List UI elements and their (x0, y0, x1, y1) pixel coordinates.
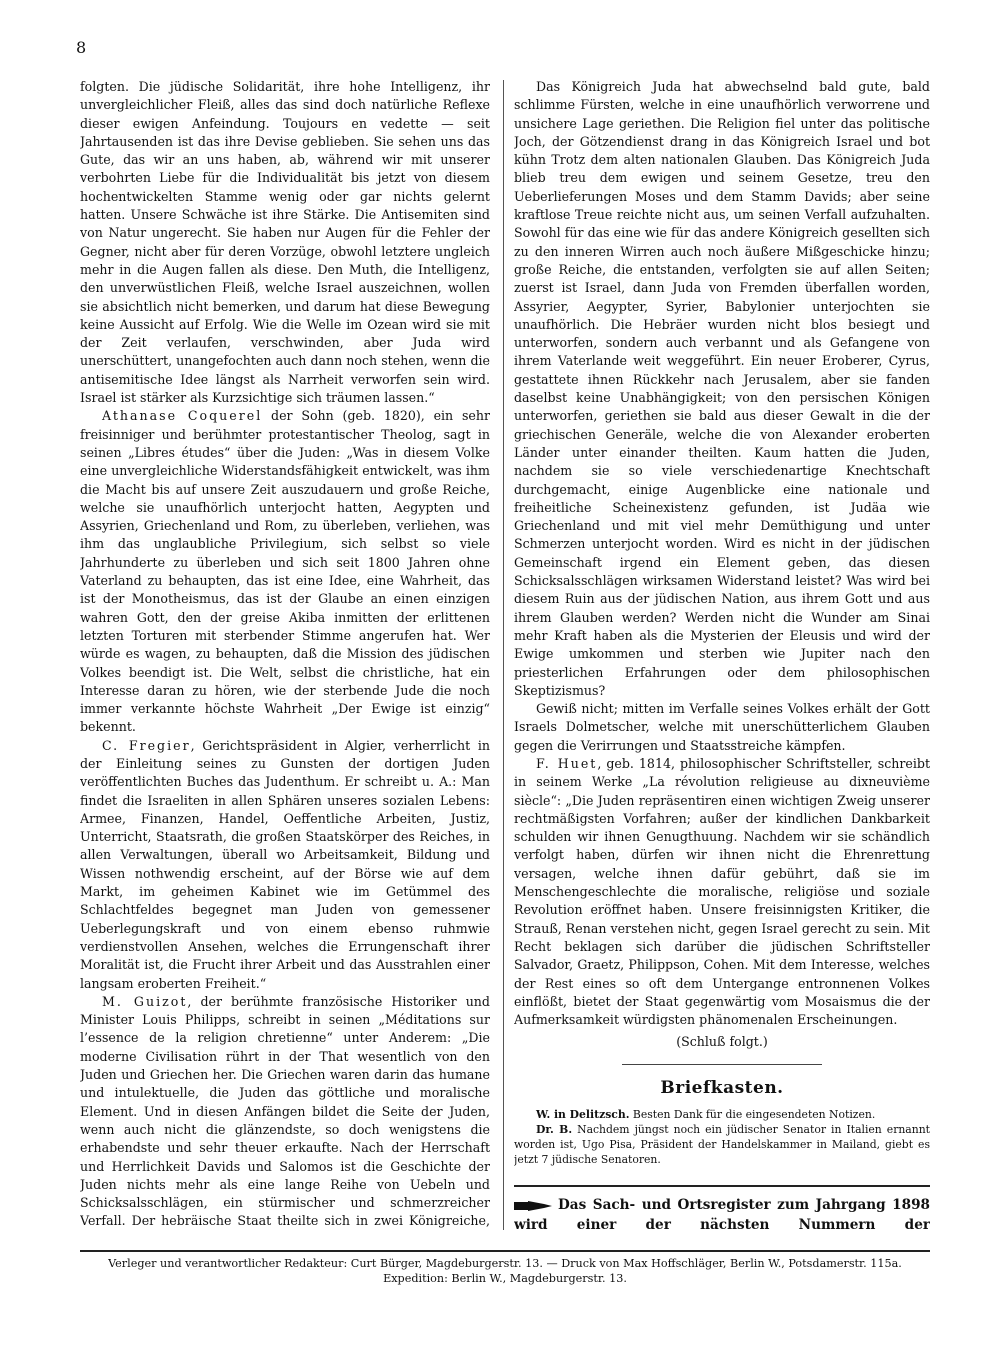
author-name: F. Huet (536, 755, 598, 771)
briefkasten-entry (514, 1122, 930, 1167)
imprint-line: Expedition: Berlin W., Magdeburgerstr. 13. (383, 1272, 627, 1285)
register-notice (514, 1185, 930, 1238)
imprint-footer (80, 1250, 930, 1286)
author-name: Athanase Coquerel (102, 408, 263, 424)
imprint-line: Verleger und verantwortlicher Redakteur: Curt Bürger, Magdeburgerstr. 13. — Druck von Max Hoffschläger, Berlin W., Potsdamerstr. 115a. (108, 1257, 902, 1270)
author-name: M. Guizot (102, 993, 188, 1009)
coquerel-paragraph (80, 407, 490, 736)
fregier-paragraph (80, 737, 490, 993)
article-paragraph: Gewiß nicht; mitten im Verfalle seines Volkes erhält der Gott Israels Dolmetscher, welche mit unerschütterlichem Glauben gegen die Verirrungen und Staatsstreiche kämpfen. (514, 701, 930, 753)
section-divider (622, 1064, 822, 1065)
column-rule (503, 80, 504, 1230)
notice-text: Das Sach- und Ortsregister zum Jahrgang 1898 wird einer der nächsten Nummern der (514, 1197, 930, 1234)
left-column (80, 78, 490, 1228)
paragraph-text: , der berühmte französische Historiker und Minister Louis Philipps, schreibt in seinen „Méditations sur l’essence de la religion chretienne“ unter Anderem: „Die moderne Civilisation rührt in der That wesentlich von den Juden und Griechen her. Die Griechen waren darin das humane und intulektuelle, die Juden das göttliche und moralische Element. Und in diesen Anfängen bildet die Seite der Juden, wenn auch nicht die glänzendste, so doch wenigstens die erhabendste und sehr theuer erkaufte. Nach der Herrschaft und Herrlichkeit Davids und Salomos ist die Geschichte der Juden nichts mehr als eine lange Reihe von Uebeln und Schicksalsschlägen, ein stürmischer und schmerzreicher Verfall. Der hebräische Staat theilte sich in zwei Königreiche, (80, 993, 490, 1228)
article-paragraph: Das Königreich Juda hat abwechselnd bald gute, bald schlimme Fürsten, welche in eine unaufhörlich verworrene und unsichere Lage geriethen. Die Religion fiel unter das politische Joch, der Götzendienst drang in das Königreich Israel und bot kühn Trotz dem alten nationalen Glauben. Das Königreich Juda blieb treu dem ewigen und seinem Gesetze, treu den Ueberlieferungen Moses und dem Stamm Davids; aber seine kraftlose Treue reichte nicht aus, um seinen Verfall aufzuhalten. Sowohl für das eine wie für das andere Königreich gesellten sich zu den inneren Wirren auch noch äußere Mißgeschicke hinzu; große Reiche, die entstanden, verfolgten sie auf allen Seiten; zuerst ist Israel, dann Juda von Fremden überfallen worden, Assyrier, Aegypter, Syrier, Babylonier unterjochten sie unaufhörlich. Die Hebräer wurden nicht blos besiegt und unterworfen, sondern auch verbannt und als Gefangene von ihrem Vaterlande weit weggeführt. Ein neuer Eroberer, Cyrus, gestattete ihnen Rückkehr nach Jerusalem, aber sie fanden daselbst keine Unabhängigkeit; von den persischen Königen unterworfen, geriethen sie bald aus dieser Gewalt in die der griechischen Generäle, welche die von Alexander eroberten Länder unter einander theilten. Kaum hatten die Juden, nachdem sie so viele verschiedenartige Knechtschaft durchgemacht, einige Augenblicke eine nationale und freiheitliche Scheinexistenz gefunden, ist Judäa wie Griechenland und mit viel mehr Demüthigung und unter Schmerzen unterjocht worden. Wird es nicht in der jüdischen Gemeinschaft irgend ein Element geben, das diesen Schicksalsschlägen wirksamen Widerstand leistet? Was wird bei diesem Ruin aus der jüdischen Nation, aus ihrem Gott und aus ihrem Glauben werden? Werden nicht die Wunder am Sinai mehr Kraft haben als die Mysterien der Eleusis und wird der Ewige umkommen und sterben wie Jupiter nach den priesterlichen Erfahrungen oder dem philosophischen Skeptizismus? (514, 79, 930, 698)
paragraph-text: der Sohn (geb. 1820), ein sehr freisinniger und berühmter protestantischer Theolog, sagt in seinen „Libres études“ über die Juden: „Was in diesem Volke eine unvergleichliche Widerstandsfähigkeit entwickelt, was ihm die Macht bis auf unsere Zeit auszudauern und große Reiche, welche sie unaufhörlich unterjocht hatten, Aegypten und Assyrien, Griechenland und Rom, zu überleben, verliehen, was ihm das unglaubliche Privilegium, sich selbst so viele Jahrhunderte zu überleben und sich seit 1800 Jahren ohne Vaterland zu behaupten, das ist eine Idee, eine Wahrheit, das ist der Monotheismus, das ist der Glaube an einen einzigen wahren Gott, den der greise Akiba inmitten der erlittenen letzten Torturen mit sterbender Stimme angerufen hat. Wer würde es wagen, zu behaupten, daß die Mission des jüdischen Volkes beendigt ist. Die Welt, selbst die christliche, hat ein Interesse daran zu hören, wie der sterbende Jude die noch immer verkannte höchste Wahrheit „Der Ewige ist einzig“ bekennt. (80, 408, 490, 735)
paragraph-text: , geb. 1814, philosophischer Schriftsteller, schreibt in seinem Werke „La révolution religieuse au dixneuvième siècle“: „Die Juden repräsentiren einen wichtigen Zweig unserer rechtmäßigsten Vorfahren; außer der kindlichen Dankbarkeit schulden wir ihnen Genugthuung. Nachdem wir sie schändlich verfolgt haben, dürfen wir ihnen nicht die Ehrenrettung versagen, welche ihnen dafür gebührt, daß sie im Menschengeschlechte die moralische, religiöse und soziale Revolution eröffnet haben. Unsere freisinnigsten Kritiker, die Strauß, Renan verstehen nicht, gegen Israel gerecht zu sein. Mit Recht beklagen sich darüber die jüdischen Schriftsteller Salvador, Graetz, Philippson, Cohen. Mit dem Interesse, welches der Rest eines so oft dem Untergange entronnenen Volkes einflößt, bietet der Staat gegenwärtig vom Mosaismus die der Aufmerksamkeit würdigsten phänomenalen Erscheinungen. (514, 755, 930, 1028)
right-column (514, 78, 930, 1238)
pointing-hand-icon (514, 1200, 552, 1212)
article-signoff: (Schluß folgt.) (676, 1034, 768, 1050)
page-number: 8 (76, 38, 87, 57)
briefkasten-entry (514, 1107, 930, 1122)
huet-paragraph (514, 755, 930, 1029)
guizot-paragraph (80, 993, 490, 1228)
entry-lead: Dr. B. (536, 1123, 573, 1137)
author-name: C. Fregier (102, 737, 191, 753)
entry-text: Besten Dank für die eingesendeten Notizen. (629, 1108, 876, 1122)
paragraph-text: , Gerichtspräsident in Algier, verherrlicht in der Einleitung seines zu Gunsten der dortigen Juden veröffentlichten Buches das Judenthum. Er schreibt u. A.: Man findet die Israeliten in allen Sphären unseres sozialen Lebens: Armee, Finanzen, Handel, Oeffentliche Arbeiten, Justiz, Unterricht, Staatsrath, die großen Staatskörper des Reiches, in allen Verwaltungen, überall wo Arbeitsamkeit, Bildung und Wissen nothwendig erscheint, auf der Börse wie auf dem Markt, im geheimen Kabinet wie im Getümmel des Schlachtfeldes begegnet man Juden von gemessener Ueberlegungskraft und von einem ebenso ruhmwie verdienstvollen Ansehen, welches die Errungenschaft ihrer Moralität ist, die Frucht ihrer Arbeit und das Ausstrahlen einer langsam erobertеn Freiheit.“ (80, 737, 490, 991)
entry-text: Nachdem jüngst noch ein jüdischer Senator in Italien ernannt worden ist, Ugo Pisa, Präsident der Handelskammer in Mailand, giebt es jetzt 7 jüdische Senatoren. (514, 1123, 930, 1167)
briefkasten-title: Briefkasten. (660, 1077, 784, 1098)
article-paragraph: folgten. Die jüdische Solidarität, ihre hohe Intelligenz, ihr unvergleichlicher Fleiß, alles das sind doch natürliche Reflexe dieser ewigen Anfeindung. Toujours en vedette — seit Jahrtausenden ist das ihre Devise geblieben. Sie sehen uns das Gute, das wir an uns haben, ab, während wir mit unserer verbohrten Liebe für die Individualität bis jetzt von diesem hochentwickelten Stamme wenig oder gar nichts gelernt hatten. Unsere Schwäche ist ihre Stärke. Die Antisemiten sind von Natur ungerecht. Sie haben nur Augen für die Fehler der Gegner, nicht aber für deren Vorzüge, obwohl letztere ungleich mehr in die Augen fallen als diese. Den Muth, die Intelligenz, den unverwüstlichen Fleiß, welche Israel auszeichnen, wollen sie absichtlich nicht bemerken, und darum hat diese Bewegung keine Aussicht auf Erfolg. Wie die Welle im Ozean wird sie mit der Zeit verlaufen, verschwinden, aber Juda wird unerschüttert, unangefochten auch dann noch stehen, wenn die antisemitische Idee längst als Narrheit verworfen sein wird. Israel ist stärker als Kurzsichtige sich träumen lassen.“ (80, 79, 490, 406)
entry-lead: W. in Delitzsch. (536, 1108, 630, 1122)
